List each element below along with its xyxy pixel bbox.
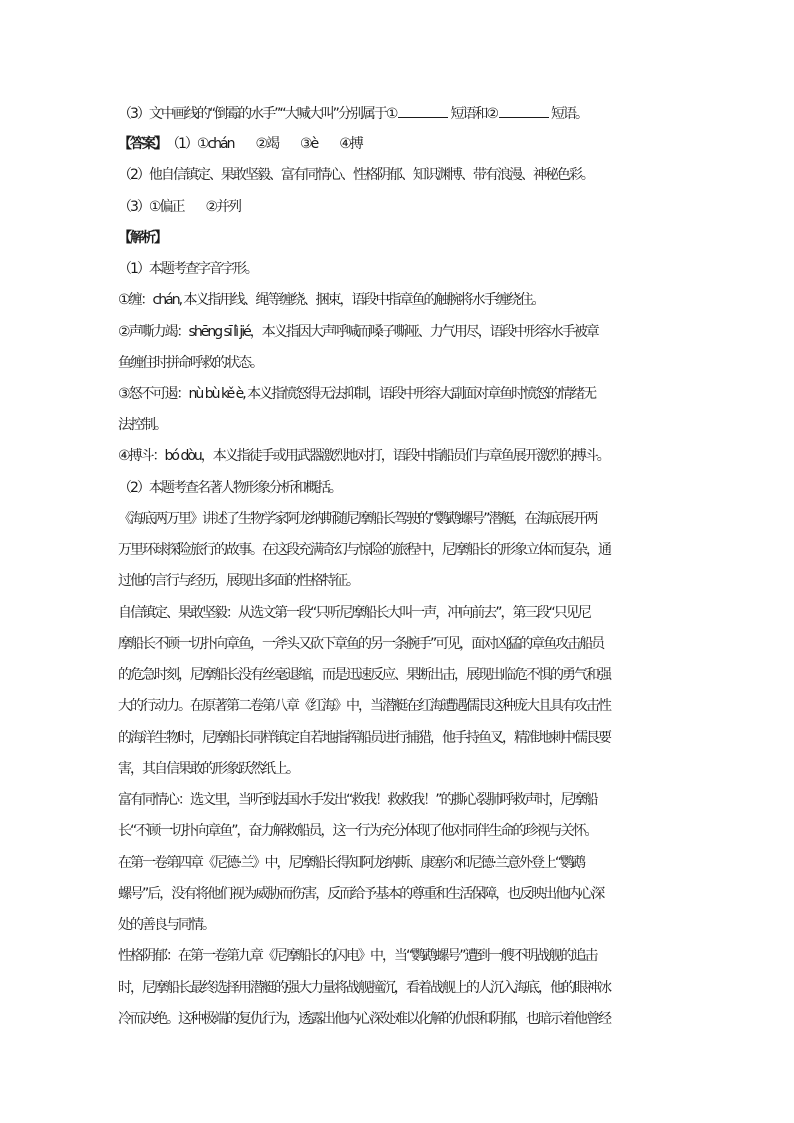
analysis-line <box>0 510 794 528</box>
analysis-line <box>0 791 794 809</box>
analysis-text: 《海底两万里》讲述了生物学家阿龙纳斯随尼摩船长驾驶的“鹦鹉螺号”潜艇，在海底展开两 <box>118 511 597 527</box>
analysis-line <box>0 697 794 715</box>
analysis-text: （2）本题考查名著人物形象分析和概括。 <box>118 480 341 496</box>
analysis-line <box>0 291 794 309</box>
analysis-text: （1）本题考查字音字形。 <box>118 261 257 277</box>
analysis-heading <box>0 229 794 247</box>
analysis-text: 法控制。 <box>118 417 166 433</box>
blank-1 <box>398 104 448 118</box>
analysis-line <box>0 479 794 497</box>
analysis-label: 【解析】 <box>118 230 166 246</box>
analysis-line <box>0 729 794 747</box>
analysis-text: 富有同情心：选文里，当听到法国水手发出“救我！救救我！”的撕心裂肺呼救声时，尼摩船 <box>118 792 597 808</box>
analysis-line <box>0 604 794 622</box>
analysis-line <box>0 947 794 965</box>
answer-3-2: ②并列 <box>205 199 241 215</box>
analysis-line <box>0 385 794 403</box>
analysis-line <box>0 541 794 559</box>
answer-line-1 <box>0 135 794 153</box>
analysis-text: 过他的言行与经历，展现出多面的性格特征。 <box>118 573 358 589</box>
answer-2: （2）他自信镇定、果敢坚毅、富有同情心、性格阴郁、知识渊博、带有浪漫、神秘色彩。 <box>118 167 593 183</box>
analysis-text: ④搏斗：bó dòu，本义指徒手或用武器激烈地对打，语段中指船员们与章鱼展开激烈的搏斗。 <box>118 448 609 464</box>
q3-prefix: （3）文中画线的“倒霉的水手”“大喊大叫”分别属于① <box>118 106 397 122</box>
analysis-line <box>0 447 794 465</box>
analysis-text: ③怒不可遏：nù bù kě è, 本义指愤怒得无法抑制，语段中形容大副面对章鱼时愤怒的情绪无 <box>118 386 596 402</box>
analysis-line <box>0 979 794 997</box>
analysis-line <box>0 572 794 590</box>
analysis-text: 性格阴郁：在第一卷第九章《尼摩船长的闪电》中，当“鹦鹉螺号”遭到一艘不明战舰的追击 <box>118 948 597 964</box>
q3-mid: 短语和② <box>450 106 498 122</box>
analysis-line <box>0 885 794 903</box>
analysis-line <box>0 760 794 778</box>
analysis-line <box>0 666 794 684</box>
answer-1-2: ②竭 <box>255 136 279 152</box>
analysis-text: 处的善良与同情。 <box>118 917 214 933</box>
analysis-text: 长“不顾一切扑向章鱼”，奋力解救船员，这一行为充分体现了他对同伴生命的珍视与关怀。 <box>118 823 597 839</box>
analysis-text: ①缠：chán, 本义指用线、绳等缠绕、捆束，语段中指章鱼的触腕将水手缠绕住。 <box>118 292 544 308</box>
question-3 <box>0 104 794 123</box>
blank-2 <box>499 104 549 118</box>
analysis-text: 螺号”后，没有将他们视为威胁而伤害，反而给予基本的尊重和生活保障，也反映出他内心深 <box>118 886 604 902</box>
analysis-line <box>0 1010 794 1028</box>
answer-3-1: （3）①偏正 <box>118 199 184 215</box>
analysis-text: 的危急时刻，尼摩船长没有丝毫退缩，而是迅速反应、果断出击，展现出临危不惧的勇气和强 <box>118 667 610 683</box>
answer-label: 【答案】 <box>118 136 166 152</box>
q3-suffix: 短语。 <box>551 106 588 122</box>
analysis-text: ②声嘶力竭：shēng sī lì jié，本义指因大声呼喊而嗓子嘶哑、力气用尽，语段中形容水手被章 <box>118 324 598 340</box>
analysis-text: 时，尼摩船长最终选择用潜艇的强大力量将战舰撞沉，看着战舰上的人沉入海底，他的眼神冰 <box>118 980 610 996</box>
analysis-text: 的海洋生物时，尼摩船长同样镇定自若地指挥船员进行捕猎，他手持鱼叉，精准地刺中儒艮要 <box>118 730 610 746</box>
analysis-line <box>0 916 794 934</box>
analysis-line <box>0 416 794 434</box>
analysis-line <box>0 854 794 872</box>
analysis-text: 万里环球探险旅行的故事。在这段充满奇幻与惊险的旅程中，尼摩船长的形象立体而复杂，通 <box>118 542 610 558</box>
analysis-text: 鱼缠住时拼命呼救的状态。 <box>118 355 262 371</box>
analysis-text: 大的行动力。在原著第二卷第八章《红海》中，当潜艇在红海遭遇儒艮这种庞大且具有攻击性 <box>118 698 610 714</box>
answer-1-1: （1）①chán <box>166 136 234 152</box>
analysis-line <box>0 354 794 372</box>
analysis-text: 在第一卷第四章《尼德·兰》中，尼摩船长得知阿龙纳斯、康塞尔和尼德·兰意外登上“鹦鹉 <box>118 855 585 871</box>
answer-1-3: ③è <box>300 136 318 152</box>
answer-line-2 <box>0 166 794 184</box>
analysis-text: 冷而决绝。这种极端的复仇行为，透露出他内心深处难以化解的仇恨和阴郁，也暗示着他曾经 <box>118 1011 610 1027</box>
analysis-line <box>0 323 794 341</box>
analysis-line <box>0 822 794 840</box>
answer-line-3 <box>0 198 794 216</box>
answer-1-4: ④搏 <box>339 136 362 152</box>
analysis-text: 害，其自信果敢的形象跃然纸上。 <box>118 761 298 777</box>
analysis-line <box>0 260 794 278</box>
analysis-line <box>0 635 794 653</box>
analysis-text: 自信镇定、果敢坚毅：从选文第一段“只听尼摩船长大叫一声，冲向前去”，第三段“只见尼 <box>118 605 590 621</box>
analysis-text: 摩船长不顾一切扑向章鱼，一斧头又砍下章鱼的另一条腕手”可见，面对凶猛的章鱼攻击船员 <box>118 636 604 652</box>
